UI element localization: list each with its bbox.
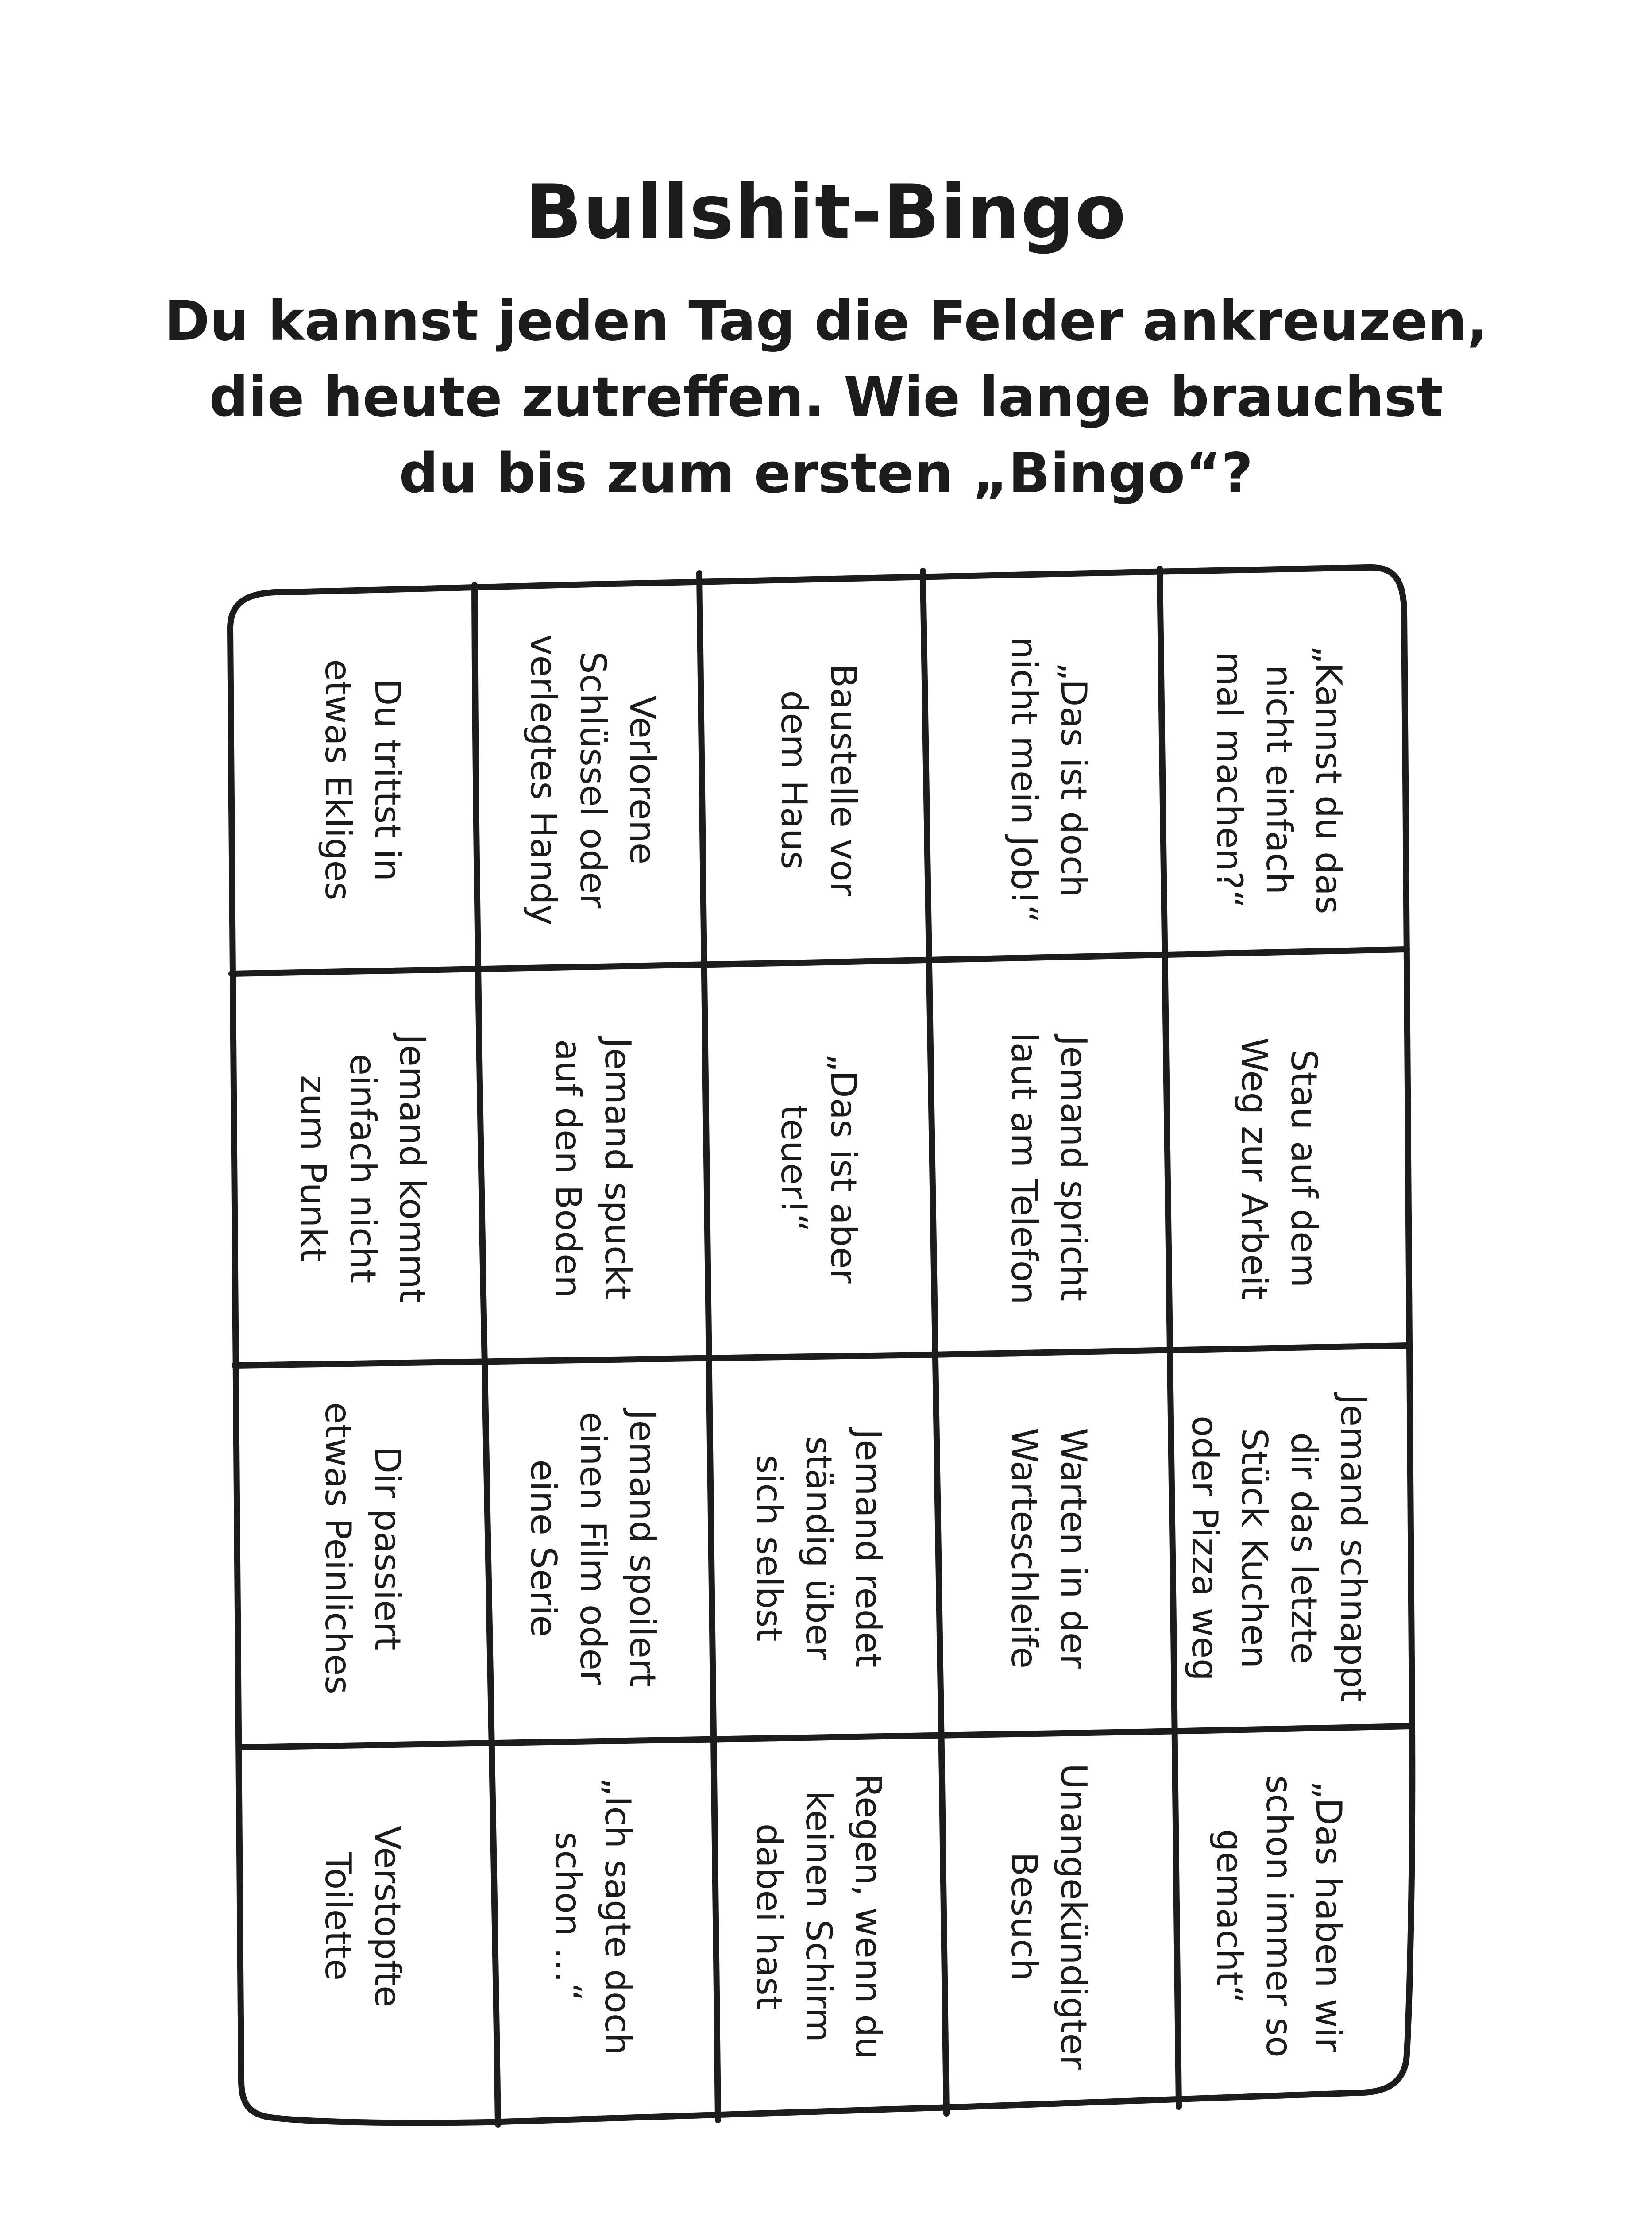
bingo-cell-line: gemacht“: [1209, 1829, 1250, 2004]
column-divider: [475, 585, 498, 2124]
bingo-cell[interactable]: [749, 1773, 889, 2059]
column-divider: [1160, 569, 1179, 2107]
bingo-cell-line: mal machen?“: [1209, 651, 1250, 909]
bingo-cell[interactable]: [1004, 1763, 1094, 2070]
bingo-cell-line: keinen Schirm: [798, 1790, 839, 2043]
bingo-cell-line: „Das ist doch: [1053, 662, 1094, 898]
instructions-line: du bis zum ersten „Bingo“?: [399, 442, 1253, 505]
bingo-cell-line: Jemand spoilert: [622, 1409, 663, 1687]
bingo-cell-line: dabei hast: [749, 1823, 790, 2010]
bingo-cell[interactable]: [1234, 1037, 1324, 1299]
bingo-cell[interactable]: [1209, 1775, 1349, 2058]
bingo-cell-line: „Ich sagte doch: [597, 1777, 638, 2055]
bingo-cell-line: Warten in der: [1053, 1428, 1094, 1669]
bingo-cell-line: Jemand redet: [848, 1429, 889, 1668]
bingo-cell[interactable]: [317, 659, 408, 900]
bingo-cell-line: Jemand spricht: [1053, 1035, 1094, 1302]
bingo-cell-line: oder Pizza weg: [1184, 1415, 1225, 1681]
bingo-cell[interactable]: [1004, 637, 1094, 923]
bingo-cell[interactable]: [1004, 1033, 1094, 1305]
bingo-cell-line: schon immer so: [1258, 1775, 1300, 2058]
bingo-cell-line: sich selbst: [749, 1455, 790, 1642]
bingo-cell-line: dem Haus: [773, 690, 814, 870]
bingo-cell-line: dir das letzte: [1283, 1432, 1324, 1664]
bingo-cell-line: Schlüssel oder: [572, 651, 614, 909]
bingo-cell-line: Stück Kuchen: [1234, 1428, 1275, 1669]
bingo-cell-line: Weg zur Arbeit: [1234, 1037, 1275, 1300]
bingo-cell[interactable]: [293, 1032, 433, 1303]
bingo-cell[interactable]: [773, 1054, 864, 1284]
row-divider: [239, 1726, 1411, 1747]
bingo-cell-line: Dir passiert: [367, 1446, 408, 1650]
bingo-cell-line: Stau auf dem: [1283, 1049, 1324, 1288]
bingo-cell[interactable]: [317, 1402, 408, 1694]
instructions-line: Du kannst jeden Tag die Felder ankreuzen,: [164, 289, 1488, 353]
bingo-cell-line: auf den Boden: [548, 1039, 589, 1298]
bingo-cell[interactable]: [1004, 1428, 1094, 1669]
bingo-cell-line: laut am Telefon: [1004, 1032, 1045, 1305]
bingo-cell-line: Du trittst in: [367, 678, 408, 882]
bingo-cell-line: schon …“: [548, 1831, 589, 2001]
bingo-cell-line: eine Serie: [523, 1459, 564, 1637]
bingo-cell-line: verlegtes Handy: [523, 634, 564, 925]
row-divider: [235, 1346, 1408, 1365]
bingo-cell[interactable]: [548, 1035, 638, 1299]
bingo-cell-line: Verstopfte: [367, 1825, 408, 2008]
row-divider: [232, 949, 1407, 974]
bingo-cell[interactable]: [523, 634, 663, 925]
bingo-cell-line: etwas Ekliges: [317, 659, 359, 901]
bingo-cell-line: „Das haben wir: [1308, 1781, 1349, 2052]
bingo-cell-line: Toilette: [317, 1852, 359, 1981]
bingo-cell-line: Baustelle vor: [823, 663, 864, 896]
bingo-cell-line: etwas Peinliches: [317, 1402, 359, 1694]
column-divider: [699, 573, 718, 2120]
bingo-cell-line: Jemand schnappt: [1333, 1394, 1374, 1702]
column-divider: [923, 571, 946, 2113]
bingo-cell[interactable]: [317, 1826, 408, 2008]
bingo-cell-line: Verlorene: [622, 695, 663, 865]
bingo-cell-line: Jemand spuckt: [597, 1037, 638, 1299]
bingo-cell-line: einfach nicht: [342, 1053, 383, 1284]
bingo-cell-line: Jemand kommt: [392, 1034, 433, 1303]
bingo-cell-line: „Kannst du das: [1308, 645, 1349, 914]
bingo-cell[interactable]: [749, 1427, 889, 1667]
bingo-cell-line: Warteschleife: [1004, 1428, 1045, 1669]
bingo-cell-line: „Das ist aber: [823, 1053, 864, 1284]
bingo-cell-line: Unangekündigter: [1053, 1763, 1094, 2070]
bingo-cell[interactable]: [548, 1777, 638, 2055]
bingo-cell-line: einen Film oder: [572, 1411, 614, 1685]
bingo-cell-line: zum Punkt: [293, 1075, 334, 1262]
bingo-cell[interactable]: [1209, 646, 1349, 914]
instructions-line: die heute zutreffen. Wie lange brauchst: [209, 366, 1443, 429]
page-title: Bullshit-Bingo: [525, 169, 1127, 255]
bingo-cell[interactable]: [523, 1407, 663, 1687]
bingo-cell-line: Regen, wenn du: [848, 1773, 889, 2059]
bingo-cell[interactable]: [773, 663, 864, 896]
bingo-cell-line: ständig über: [798, 1436, 839, 1660]
bingo-cell-line: teuer!“: [773, 1105, 814, 1232]
bingo-cell-line: Besuch: [1004, 1852, 1045, 1981]
bingo-cell[interactable]: [1184, 1392, 1374, 1702]
bingo-cell-line: nicht einfach: [1258, 665, 1300, 895]
bingo-cell-line: nicht mein Job!“: [1004, 636, 1045, 923]
